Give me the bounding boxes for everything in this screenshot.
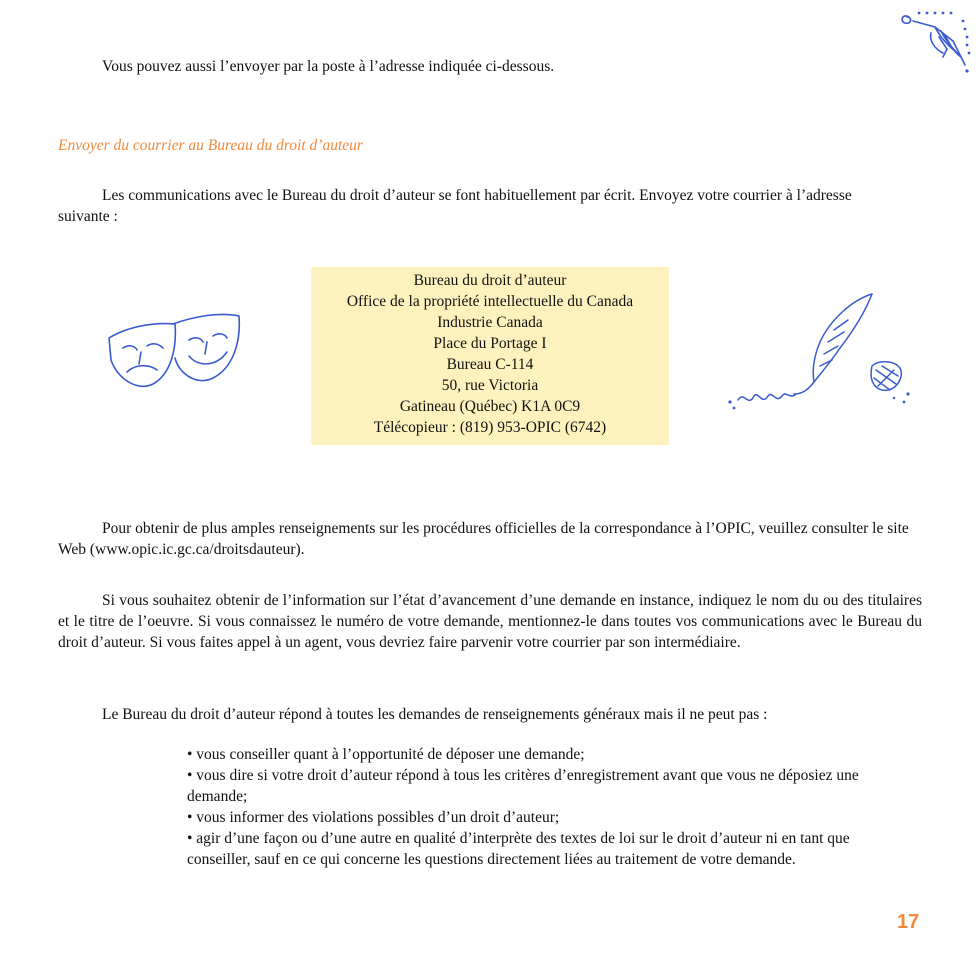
paragraph-more-info: Pour obtenir de plus amples renseignements sur les procédures officielles de la correspondance à l’OPIC, veuillez consulter le site Web (www.opic.ic.gc.ca/droitsdauteur). [58, 520, 909, 558]
section-heading: Envoyer du courrier au Bureau du droit d’auteur [58, 137, 363, 154]
page-number: 17 [897, 911, 920, 933]
list-item: • vous conseiller quant à l’opportunité de déposer une demande; [187, 746, 585, 763]
address-line: Télécopieur : (819) 953-OPIC (6742) [373, 419, 607, 436]
theatre-masks-icon [105, 308, 245, 398]
address-line: Gatineau (Québec) K1A 0C9 [399, 398, 581, 415]
list-item: • vous dire si votre droit d’auteur répond à tous les critères d’enregistrement avant que vous ne déposiez une demande; [187, 767, 859, 805]
list-item: • agir d’une façon ou d’une autre en qualité d’interprète des textes de loi sur le droit d’auteur ni en tant que conseiller, sauf en ce qui concerne les questions directement liées au traitement de votre demande. [187, 830, 850, 868]
address-line: Place du Portage I [433, 335, 547, 352]
paragraph-mail-instructions: Les communications avec le Bureau du droit d’auteur se font habituellement par écrit. Envoyez votre courrier à l’adresse suivante : [58, 187, 852, 225]
address-box [311, 267, 669, 445]
bullet-list [187, 744, 917, 870]
paragraph-application-status: Si vous souhaitez obtenir de l’information sur l’état d’avancement d’une demande en instance, indiquez le nom du ou des titulaires et le titre de l’oeuvre. Si vous connaissez le numéro de votre demande, mentionnez-le dans toutes vos communications avec le Bureau du droit d’auteur. Si vous faites appel à un agent, vous devriez faire parvenir votre courrier par son intermédiaire. [58, 592, 922, 651]
address-line: 50, rue Victoria [441, 377, 539, 394]
quill-inkwell-icon [722, 290, 922, 420]
address-line: Bureau du droit d’auteur [413, 272, 567, 289]
paragraph-office-limits: Le Bureau du droit d’auteur répond à toutes les demandes de renseignements généraux mais il ne peut pas : [102, 706, 768, 723]
address-line: Industrie Canada [437, 314, 543, 331]
list-item: • vous informer des violations possibles d’un droit d’auteur; [187, 809, 560, 826]
intro-text: Vous pouvez aussi l’envoyer par la poste à l’adresse indiquée ci-dessous. [102, 58, 555, 75]
address-line: Bureau C-114 [446, 356, 534, 373]
address-line: Office de la propriété intellectuelle du Canada [346, 293, 634, 310]
